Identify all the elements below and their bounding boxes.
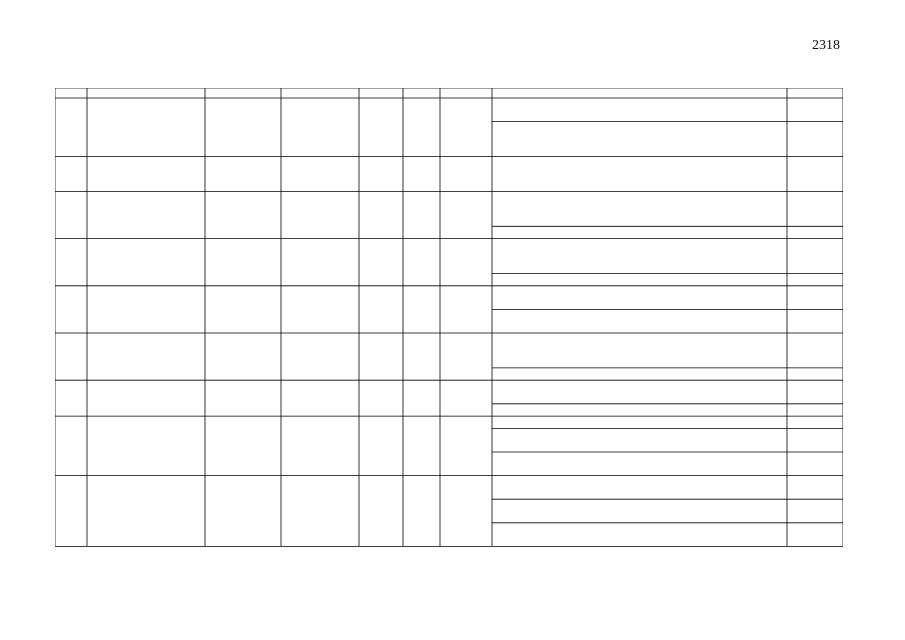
column-header-1	[55, 88, 87, 98]
column-header-7	[440, 88, 492, 98]
page-number: 2318	[812, 38, 840, 53]
repair-schedule-table	[55, 88, 843, 560]
column-header-8	[492, 88, 787, 98]
column-header-9	[787, 88, 843, 98]
column-header-4	[281, 88, 359, 98]
table-grid-lines	[55, 88, 843, 560]
column-header-6	[403, 88, 440, 98]
column-header-3	[205, 88, 281, 98]
column-header-2	[87, 88, 205, 98]
column-header-5	[359, 88, 403, 98]
